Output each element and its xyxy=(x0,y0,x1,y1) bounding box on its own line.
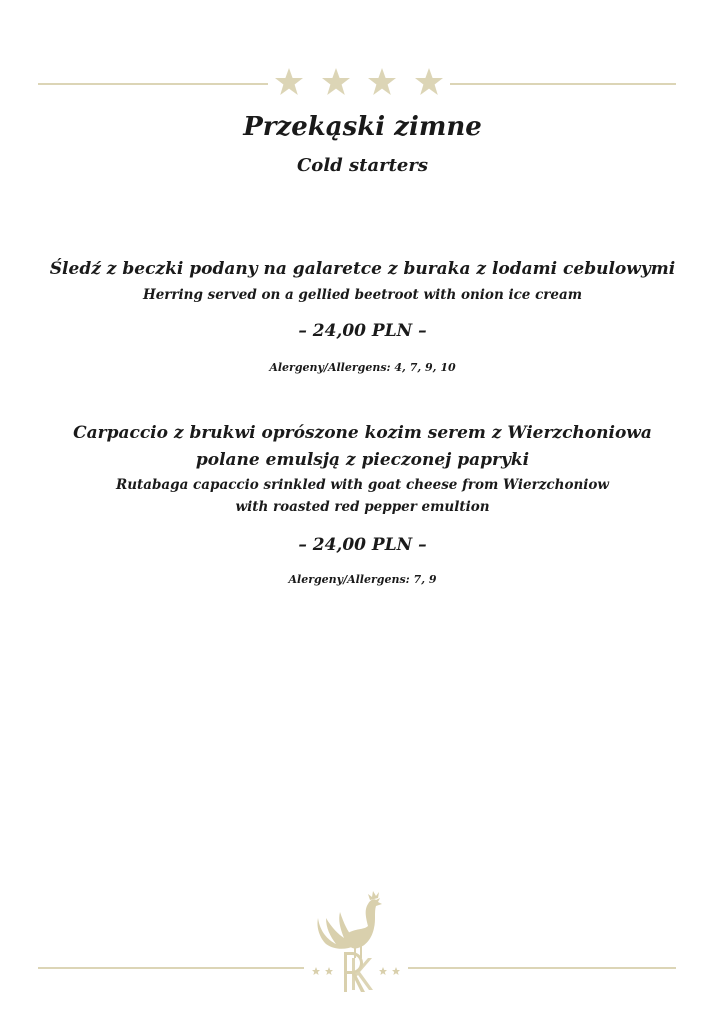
star-icon xyxy=(414,67,444,97)
top-rule-right xyxy=(450,83,676,85)
rooster-monogram-logo xyxy=(306,888,406,998)
menu-item-name-en: Herring served on a gellied beetroot with onion ice cream xyxy=(142,287,583,303)
star-icon xyxy=(274,67,304,97)
menu-item-name-pl: Śledź z beczki podany na galaretce z buraka z lodami cebulowymi xyxy=(49,259,676,279)
menu-item-name-pl: polane emulsją z pieczonej papryki xyxy=(195,450,530,470)
menu-item-price: – 24,00 PLN – xyxy=(298,321,427,341)
section-title-en: Cold starters xyxy=(296,155,428,176)
star-icon xyxy=(321,67,351,97)
menu-item-name-en: with roasted red pepper emultion xyxy=(235,499,490,515)
top-rule-left xyxy=(38,83,268,85)
bottom-rule-left xyxy=(38,967,304,969)
bottom-rule-right xyxy=(408,967,676,969)
section-title-pl: Przekąski zimne xyxy=(243,112,482,142)
menu-item-name-pl: Carpaccio z brukwi oprószone kozim serem z Wierzchoniowa xyxy=(73,423,652,443)
top-stars xyxy=(274,64,444,100)
menu-item-price: – 24,00 PLN – xyxy=(298,535,427,555)
menu-item-allergens: Alergeny/Allergens: 7, 9 xyxy=(288,573,437,586)
menu-item-allergens: Alergeny/Allergens: 4, 7, 9, 10 xyxy=(269,361,456,374)
star-icon xyxy=(367,67,397,97)
menu-item-name-en: Rutabaga capaccio srinkled with goat cheese from Wierzchoniow xyxy=(115,477,610,493)
